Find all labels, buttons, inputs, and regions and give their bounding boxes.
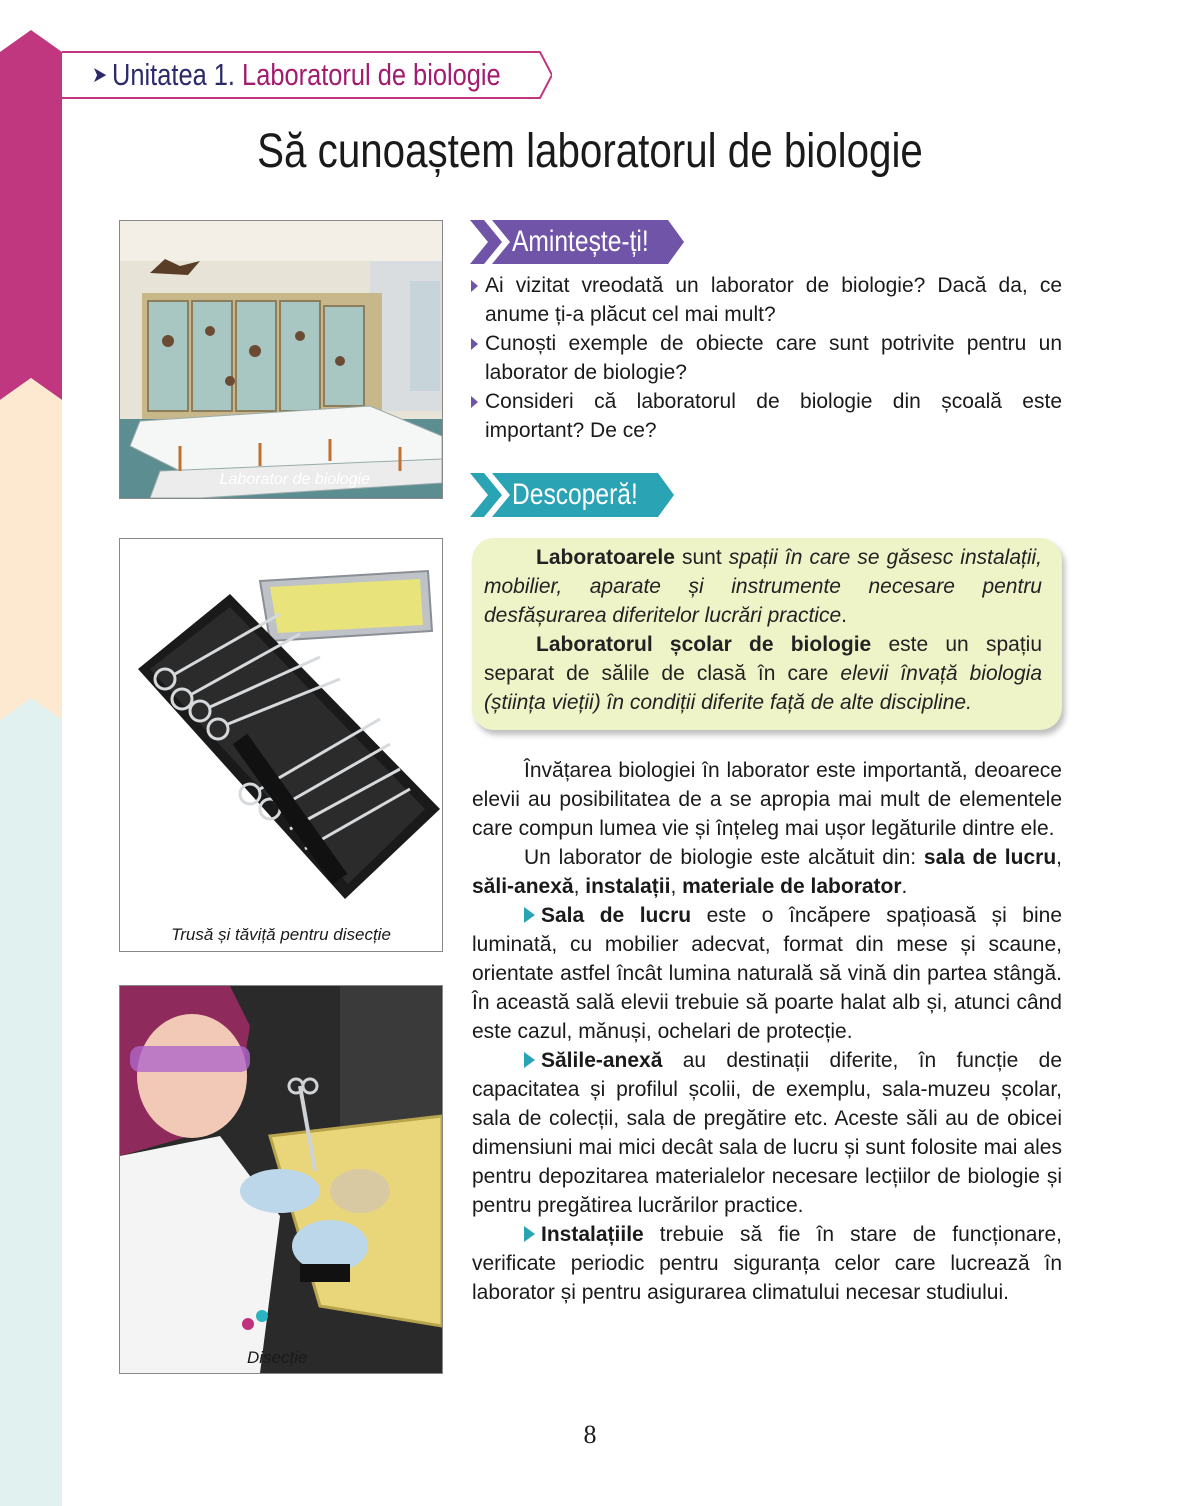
page-title: Să cunoaștem laboratorul de biologie	[257, 125, 923, 178]
dissection-kit-figure	[119, 538, 443, 952]
bullet-icon	[471, 338, 478, 350]
list-item: Cunoști exemple de obiecte care sunt potrivite pentru un laborator de biologie?	[471, 329, 1062, 387]
main-text	[472, 756, 1062, 1307]
chapter-name: Laboratorul de biologie	[242, 57, 501, 92]
remember-tag	[470, 220, 690, 264]
bullet-icon	[471, 396, 478, 408]
bullet-icon	[471, 280, 478, 292]
figure-caption: Disecție	[247, 1348, 308, 1367]
dissection-photo-icon	[120, 986, 442, 1373]
page-number: 8	[583, 1420, 597, 1449]
dissection-photo	[119, 985, 443, 1374]
discover-label: Descoperă!	[512, 478, 638, 511]
list-item: Ai vizitat vreodată un laborator de biologie? Dacă da, ce anume ți-a plăcut cel mai mult?	[471, 271, 1062, 329]
triangle-bullet-icon	[524, 907, 535, 923]
unit-number: Unitatea 1.	[112, 57, 235, 92]
body-paragraph: Sala de lucru este o încăpere spațioasă și bine luminată, cu mobilier adecvat, format din mese și scaune, orientate astfel încât lumina naturală să vină din partea stângă. În această sală elevii trebuie să poarte halat alb și, atunci când este cazul, mănuși, ochelari de protecție.	[472, 904, 1062, 1043]
discover-tag	[470, 473, 680, 517]
dissection-kit-photo-icon	[120, 539, 442, 919]
unit-header	[62, 50, 552, 100]
body-paragraph: Un laborator de biologie este alcătuit din: sala de lucru, săli-anexă, instalații, materiale de laborator.	[472, 846, 1062, 898]
lab-photo	[119, 220, 443, 499]
question-list	[471, 271, 1062, 445]
unit-title	[92, 54, 501, 96]
remember-label: Amintește-ți!	[512, 225, 649, 258]
definition-paragraph: Laboratoarele sunt spații în care se găsesc instalații, mobilier, aparate și instrumente necesare pentru desfășurarea diferitelor lucrări practice.	[484, 546, 1042, 627]
figure-caption: Laborator de biologie	[219, 471, 370, 488]
triangle-bullet-icon	[524, 1226, 535, 1242]
triangle-bullet-icon	[524, 1052, 535, 1068]
body-paragraph: Învățarea biologiei în laborator este importantă, deoarece elevii au posibilitatea de a se apropia mai mult de elementele care compun lumea vie și înțeleg mai ușor legăturile dintre ele.	[472, 759, 1062, 840]
classroom-photo-icon	[120, 221, 442, 498]
list-item: Consideri că laboratorul de biologie din școală este important? De ce?	[471, 387, 1062, 445]
body-paragraph: Instalațiile trebuie să fie în stare de funcționare, verificate periodic pentru siguranța celor care lucrează în laborator și pentru asigurarea climatului necesar studiului.	[472, 1223, 1062, 1304]
figure-caption: Trusă și tăviță pentru disecție	[171, 925, 391, 944]
definition-paragraph: Laboratorul școlar de biologie este un spațiu separat de sălile de clasă în care elevii învață biologia (știința vieții) în condiții diferite față de alte discipline.	[484, 633, 1043, 714]
definition-box	[472, 538, 1062, 730]
decorative-side-strip	[0, 0, 62, 1506]
body-paragraph: Sălile-anexă au destinații diferite, în funcție de capacitatea și profilul școlii, de exemplu, sala-muzeu școlar, sala de colecții, sala de pregătire etc. Aceste săli au de obicei dimensiuni mai mici decât sala de lucru și sunt folosite mai ales pentru depozitarea materialelor necesare lecțiilor de biologie și pentru pregătirea lucrărilor practice.	[472, 1049, 1062, 1217]
arrow-icon: ➤	[92, 62, 108, 87]
